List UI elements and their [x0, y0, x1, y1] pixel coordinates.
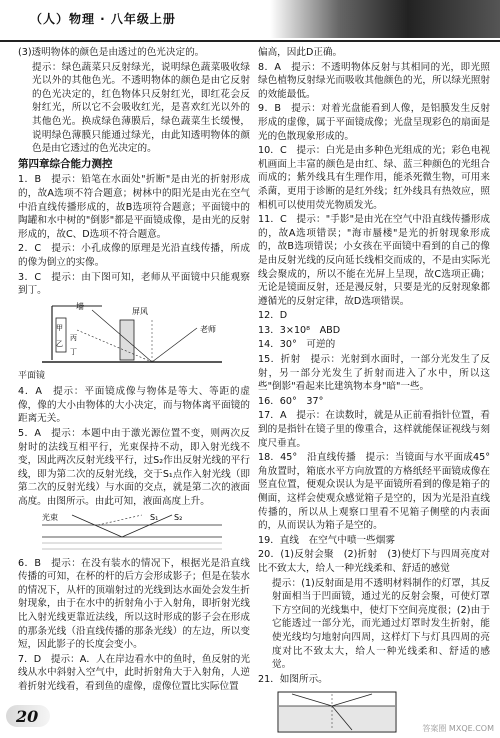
page-number-badge	[6, 705, 50, 727]
label-teacher: 老师	[200, 324, 216, 334]
water-tank-diagram	[272, 688, 402, 734]
answer-3: 3．C 提示：由下图可知，老师从平面镜中只能观察到丁。	[18, 271, 250, 297]
answer-11: 11．C 提示："手影"是由光在空气中沿直线传播形成的，故A选项错误；"海市蜃楼"是光的折射现象形成的，故B选项错误；小女孩在平面镜中看到的自己的像是由反射光线的反向延长线相交而成的，不是由实际光线会聚成的，所以不能在光屏上呈现，故C选项正确；无论是镜面反射，还是漫反射，只要是光的反射现象都遵循光的反射定律，故D选项错误。	[258, 214, 490, 307]
watermark: 答案圈 MXQE.COM	[422, 724, 494, 733]
answer-4: 4．A 提示：平面镜成像与物体是等大、等距的虚像，像的大小由物体的大小决定，而与物体离平面镜的距离无关。	[18, 386, 250, 425]
answer-10: 10．C 提示：白光是由多种色光组成的光；彩色电视机画面上丰富的颜色是由红、绿、蓝三种颜色的光组合而成的；紫外线具有生理作用，能杀死微生物，可用来杀菌，更用于诊断的是红外线；红外线具有热效应，照相机可以使用荧光物质发光。	[258, 145, 490, 211]
answer-8: 8．A 提示：不透明物体反射与其相同的光，即光照绿色植物反射绿光而吸收其他颜色的光，所以绿光照射的效能最低。	[258, 61, 490, 100]
answer-21: 21．如图所示。	[258, 673, 328, 685]
page-header	[0, 0, 500, 42]
answer-hint: 提示：绿色蔬菜只反射绿光，说明绿色蔬菜吸收绿光以外的其他色光。不透明物体的颜色是由它反射的色光决定的，红色物体只反射红光，即红花会反射红光，所以它不会吸收红光，是喜欢红光以外的其他色光。换成绿色薄膜后，绿色蔬菜生长缓慢，说明绿色薄膜只能通过绿光，由此知透明物体的颜色是由它透过的色光决定的。	[32, 61, 250, 155]
section-title: 第四章综合能力测控	[18, 157, 113, 170]
answer-9: 9．B 提示：对着光盘能看到人像，是铝膜发生反射形成的虚像，属于平面镜成像；光盘呈现彩色的扇面是光的色散现象形成的。	[258, 103, 490, 142]
page-number: 20	[16, 707, 39, 726]
answer-15: 15．折射 提示：光射到水面时，一部分光发生了反射，另一部分光发生了折射而进入了水中，所以这些"倒影"看起来比建筑物本身"暗"一些。	[258, 354, 490, 393]
answer-6: 6．B 提示：在没有装水的情况下，根据光是沿直线传播的可知，在杯的杆的后方会形成影子；但是在装水的情况下，从杆的顶端射过的光线到达水面处会发生折射现象，由于在水中的折射角小于入射角，即折射光线比入射光线更靠近法线，所以这时形成的影子会在形成的那条光线（沿直线传播的那条光线）的左边，所以变短，因此影子的长度会变小。	[18, 557, 250, 651]
answer-20: 20．(1)反射会聚 (2)折射 (3)使灯下与四周亮度对比不致太大，给人一种光线柔和、舒适的感觉	[258, 549, 490, 574]
answer-14: 14．30° 可逆的	[258, 339, 336, 351]
label-s1: S₁	[150, 512, 159, 522]
label-beam: 光束	[42, 512, 58, 522]
label-c: 丙	[70, 333, 77, 342]
answer-1: 1．B 提示：铅笔在水面处"折断"是由光的折射形成的，故A选项不符合题意；树林中的阳光是由光在空气中沿直线传播形成的，故B选项符合题意；平面镜中的陶罐和水中树的"倒影"都是平面镜成像，是由光的反射形成的，故C、D选项不符合题意。	[18, 174, 250, 240]
left-column	[18, 46, 250, 695]
answer-13: 13．3×10⁸ ABD	[258, 324, 341, 336]
right-column	[258, 46, 490, 736]
answer-line: (3)透明物体的颜色是由透过的色光决定的。	[18, 47, 205, 58]
answer-7: 7．D 提示：A．人在岸边看水中的鱼时，鱼反射的光线从水中斜射入空气中，此时折射角大于入射角，人逆着折射光线看，看到鱼的虚像，虚像位置比实际位置	[18, 653, 250, 692]
answer-5: 5．A 提示：本题中由于激光源位置不变，则两次反射时的法线互相平行，光束保持不动，即入射光线不变，因此两次反射光线平行，过S₂作出反射光线的平行线，即为第二次的反射光线，交于S₁点作入射光线（即第二次的反射光线）与水面的交点，就是第二次的液面高度。由图所示。由此可知，液面高度上升。	[18, 428, 250, 508]
figure-caption: 平面镜	[18, 370, 46, 381]
header-title: （人）物理 · 八年级上册	[30, 12, 176, 26]
answer-19: 19．直线 在空气中喷一些烟雾	[258, 534, 395, 546]
label-b: 乙	[56, 339, 63, 348]
answer-20-hint: 提示：(1)反射面是用不透明材料制作的灯罩，其反射面相当于凹面镜，通过光的反射会聚，可使灯罩下方空间的光线集中，使灯下空间亮度很；(2)由于它能透过一部分光，而光通过灯罩时发生折射，能使光线均匀地射向四周，这样灯下与灯具四周的亮度对比不致太大，给人一种光线柔和、舒适的感觉。	[272, 577, 490, 671]
label-a: 甲	[56, 323, 63, 332]
answer-16: 16．60° 37°	[258, 395, 324, 407]
answer-18: 18．45° 沿直线传播 提示：当镜面与水平面成45°角放置时，箱底水平方向放置的方格纸经平面镜成像在竖直位置，便观众误认为是平面镜所看到的像是箱子的侧面，这样会使观众感觉箱子是空的，因为光是沿直线传播的，所以从上观察口里看不见箱子侧壁的内表面的，从而误认为箱子是空的。	[258, 452, 490, 532]
answer-line: 偏高，因此D正确。	[258, 47, 343, 58]
answer-12: 12．D	[258, 310, 288, 322]
answer-2: 2．C 提示：小孔成像的原理是光沿直线传播，所成的像为倒立的实像。	[18, 243, 250, 268]
laser-diagram	[32, 511, 232, 555]
answer-17: 17．A 提示：在读数时，就是从正前看指针位置，看到的是指针在镜子里的像重合，这样就能保证视线与刻度尺垂直。	[258, 410, 490, 449]
header-decoration	[270, 0, 500, 38]
mirror-diagram	[32, 300, 232, 368]
label-s2: S₂	[174, 512, 183, 522]
label-screen: 屏风	[132, 306, 148, 316]
label-wall: 墙	[76, 301, 84, 311]
label-d: 丁	[70, 347, 77, 356]
